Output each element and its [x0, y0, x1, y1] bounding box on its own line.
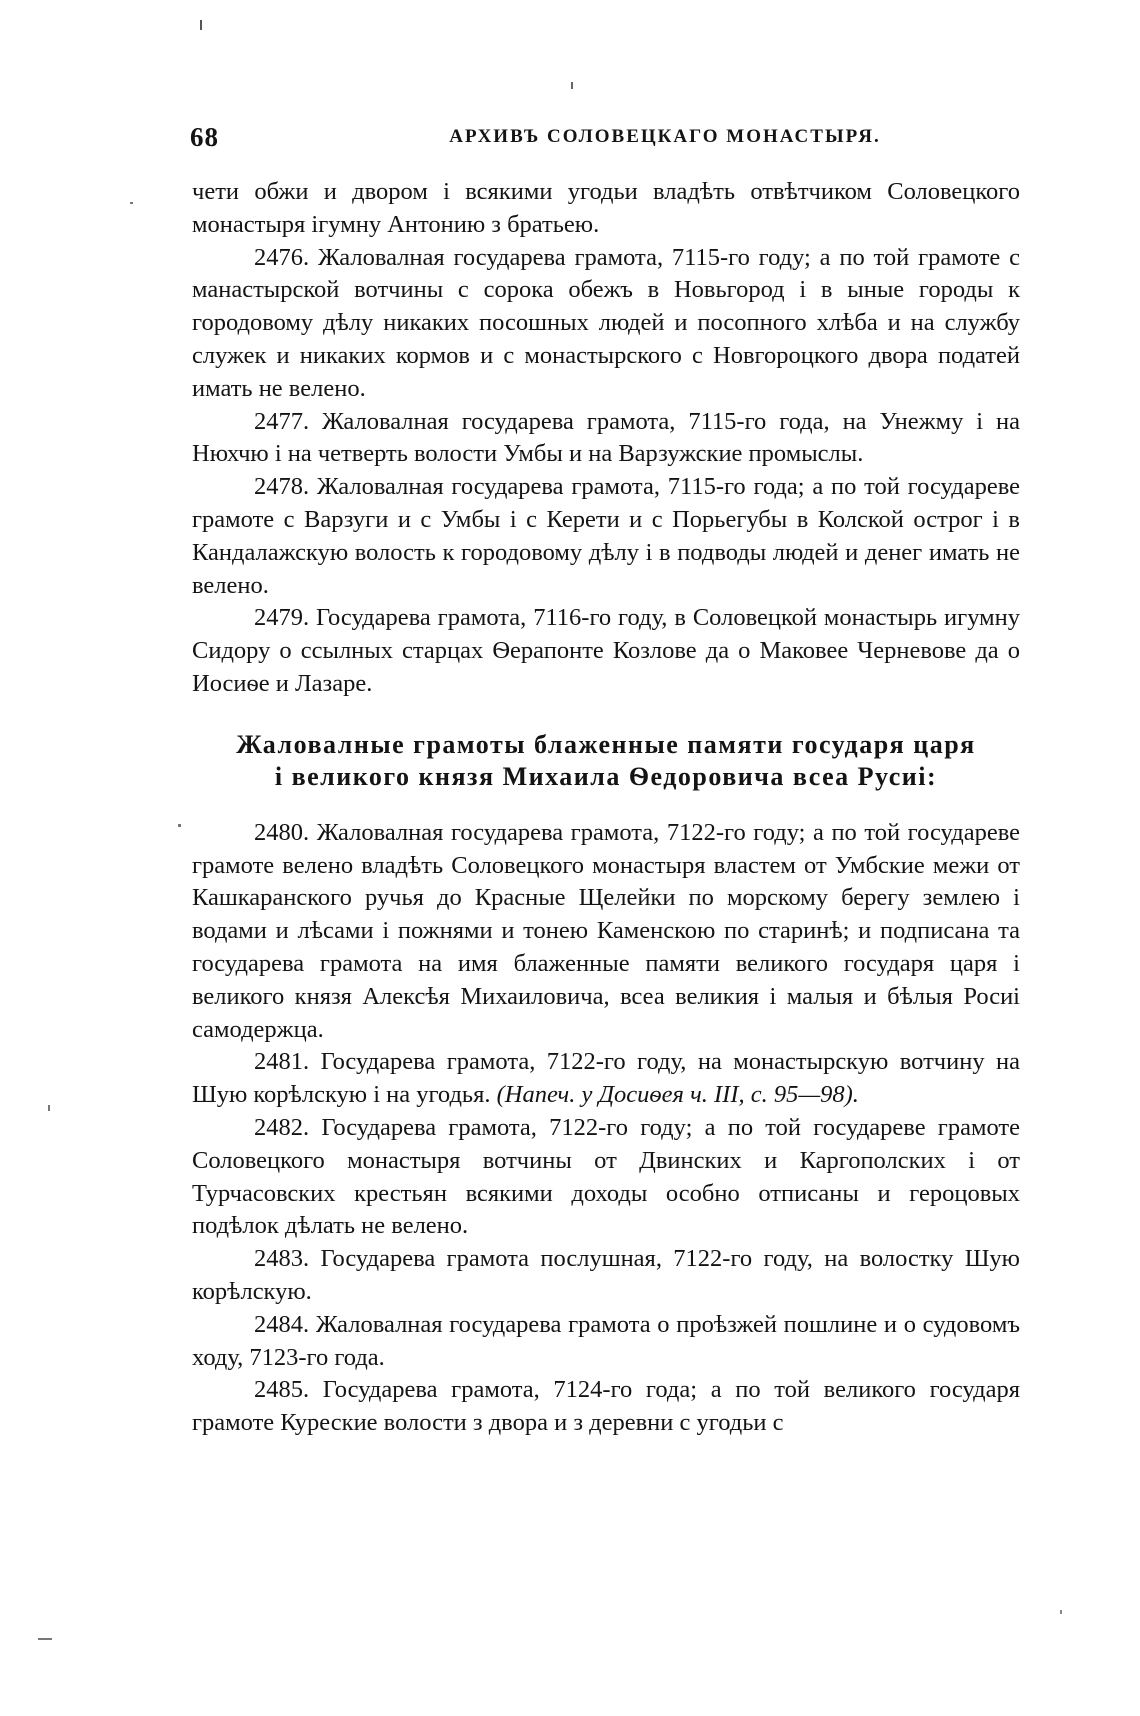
speck-margin-left-3	[48, 1105, 50, 1111]
page-number: 68	[190, 122, 219, 152]
section-heading-line-2: і великого князя Михаила Ѳедоровича всеа Русиі:	[274, 761, 938, 791]
page-header	[190, 122, 1020, 152]
speck-top	[200, 20, 202, 30]
speck-margin-right	[1060, 1610, 1062, 1614]
body-text	[192, 176, 1020, 1440]
entry-2481-text: 2481. Государева грамота, 7122-го году, на монастырскую вотчину на Шую корѣлскую і на угодья.	[192, 1048, 1020, 1109]
entry-2477: 2477. Жаловалная государева грамота, 7115-го года, на Унежму і на Нюхчю і на четверть волости Умбы и на Варзужские промыслы.	[192, 407, 1020, 468]
section-heading	[192, 729, 1020, 793]
section-heading-line-1: Жаловалные грамоты блаженные памяти государя царя	[236, 729, 976, 759]
speck-bottom-left	[38, 1638, 52, 1640]
entry-2481-citation: (Напеч. у Досиѳея ч. III, с. 95—98).	[496, 1081, 859, 1109]
entry-2483: 2483. Государева грамота послушная, 7122-го году, на волостку Шую корѣлскую.	[192, 1245, 1020, 1305]
entry-2485: 2485. Государева грамота, 7124-го года; а по той великого государя грамоте Куреские волости з двора и з деревни с угодьи с	[192, 1376, 1020, 1437]
entry-2480: 2480. Жаловалная государева грамота, 7122-го году; а по той государеве грамоте велено владѣть Соловецкого монастыря властем от Умбские межи от Кашкаранского ручья до Красные Щелейки по морскому берегу землею і водами и лѣсами і пожнями и тонею Каменскою по старинѣ; и подписана та государева грамота на имя блаженные памяти великого государя царя і великого князя Алексѣя Михаиловича, всеа великия і малыя и бѣлыя Росиі самодержца.	[192, 818, 1020, 1043]
entry-2479: 2479. Государева грамота, 7116-го году, в Соловецкой монастырь игумну Сидору о ссылных старцах Ѳерапонте Козлове да о Маковее Черневове да о Иосиѳе и Лазаре.	[192, 604, 1020, 697]
paragraph-continuation: чети обжи и двором і всякими угодьи владѣть отвѣтчиком Соловецкого монастыря ігумну Антонию з братьею.	[192, 178, 1020, 238]
entry-2484: 2484. Жаловалная государева грамота о проѣзжей пошлине и о судовомъ ходу, 7123-го года.	[192, 1310, 1020, 1371]
entry-2481	[192, 1046, 1020, 1112]
running-title: АРХИВЪ СОЛОВЕЦКАГО МОНАСТЫРЯ.	[449, 126, 881, 147]
speck-top-right	[571, 82, 573, 89]
entry-2482: 2482. Государева грамота, 7122-го году; а по той государеве грамоте Соловецкого монастыря вотчины от Двинских и Каргополских і от Турчасовских крестьян всякими доходы особно отписаны и героцовых подѣлок дѣлать не велено.	[192, 1113, 1020, 1240]
entry-2478: 2478. Жаловалная государева грамота, 7115-го года; а по той государеве грамоте с Варзуги и с Умбы і с Керети и с Порьегубы в Колской острог і в Кандалажскую волость к городовому дѣлу і в подводы людей и денег имать не велено.	[192, 473, 1020, 599]
speck-margin-left-2	[178, 824, 181, 827]
entry-2476: 2476. Жаловалная государева грамота, 7115-го году; а по той грамоте с манастырской вотчины с сорока обежъ в Новьгород і в ыные городы к городовому дѣлу никаких посошных людей и посопного хлѣба и на службу служек и никаких кормов и с монастырского с Новгороцкого двора податей имать не велено.	[192, 243, 1020, 402]
speck-margin-left-1	[130, 202, 133, 204]
